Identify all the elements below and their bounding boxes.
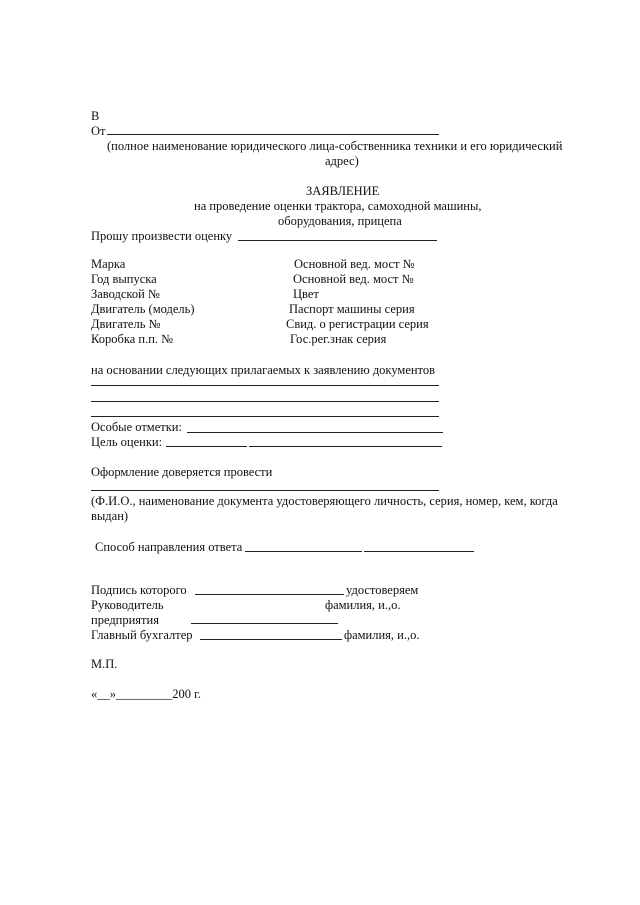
accountant-label: Главный бухгалтер xyxy=(91,628,193,642)
certify-label: удостоверяем xyxy=(346,583,419,597)
signature-label: Подпись которого xyxy=(91,583,187,597)
delegate-field[interactable] xyxy=(91,490,439,491)
accountant-signature-field[interactable] xyxy=(200,639,342,640)
purpose-label: Цель оценки: xyxy=(91,435,163,449)
from-label: От xyxy=(91,124,106,138)
delegate-label: Оформление доверяется провести xyxy=(91,465,273,479)
response-method-field-2[interactable] xyxy=(364,551,474,552)
purpose-field-2[interactable] xyxy=(249,446,442,447)
special-marks-field[interactable] xyxy=(187,432,443,433)
director-signature-field[interactable] xyxy=(191,623,338,624)
documents-line-2[interactable] xyxy=(91,401,439,402)
spec-label-axle-1: Основной вед. мост № xyxy=(294,257,415,271)
delegate-caption: (Ф.И.О., наименование документа удостоверяющего личность, серия, номер, кем, когда xyxy=(91,494,558,508)
signature-field[interactable] xyxy=(195,594,344,595)
document-subtitle-cont: оборудования, прицепа xyxy=(278,214,402,228)
documents-line-1[interactable] xyxy=(91,385,439,386)
spec-label-color: Цвет xyxy=(293,287,319,301)
document-subtitle: на проведение оценки трактора, самоходной машины, xyxy=(194,199,482,213)
from-caption: (полное наименование юридического лица-собственника техники и его юридический xyxy=(107,139,563,153)
spec-label-plate: Гос.рег.знак серия xyxy=(290,332,387,346)
from-field[interactable] xyxy=(107,134,439,135)
spec-label-year: Год выпуска xyxy=(91,272,157,286)
to-label: В xyxy=(91,109,100,123)
purpose-field-1[interactable] xyxy=(166,446,247,447)
stamp-label: М.П. xyxy=(91,657,118,671)
documents-label: на основании следующих прилагаемых к заявлению документов xyxy=(91,363,436,377)
document-title: ЗАЯВЛЕНИЕ xyxy=(306,184,380,198)
spec-label-brand: Марка xyxy=(91,257,126,271)
request-label: Прошу произвести оценку xyxy=(91,229,233,243)
special-marks-label: Особые отметки: xyxy=(91,420,182,434)
response-method-field-1[interactable] xyxy=(245,551,362,552)
spec-label-registration: Свид. о регистрации серия xyxy=(286,317,429,331)
spec-label-engine-model: Двигатель (модель) xyxy=(91,302,195,316)
from-caption-cont: адрес) xyxy=(325,154,359,168)
documents-line-3[interactable] xyxy=(91,416,439,417)
spec-label-passport: Паспорт машины серия xyxy=(289,302,415,316)
date-line[interactable]: «__»_________200 г. xyxy=(91,687,201,701)
response-method-label: Способ направления ответа xyxy=(95,540,243,554)
delegate-caption-cont: выдан) xyxy=(91,509,129,523)
request-field[interactable] xyxy=(238,240,437,241)
director-name-label: фамилия, и.,о. xyxy=(325,598,401,612)
enterprise-label: предприятия xyxy=(91,613,159,627)
spec-label-serial: Заводской № xyxy=(91,287,160,301)
spec-label-gearbox: Коробка п.п. № xyxy=(91,332,174,346)
director-label: Руководитель xyxy=(91,598,164,612)
accountant-name-label: фамилия, и.,о. xyxy=(344,628,420,642)
spec-label-engine-number: Двигатель № xyxy=(91,317,161,331)
spec-label-axle-2: Основной вед. мост № xyxy=(293,272,414,286)
